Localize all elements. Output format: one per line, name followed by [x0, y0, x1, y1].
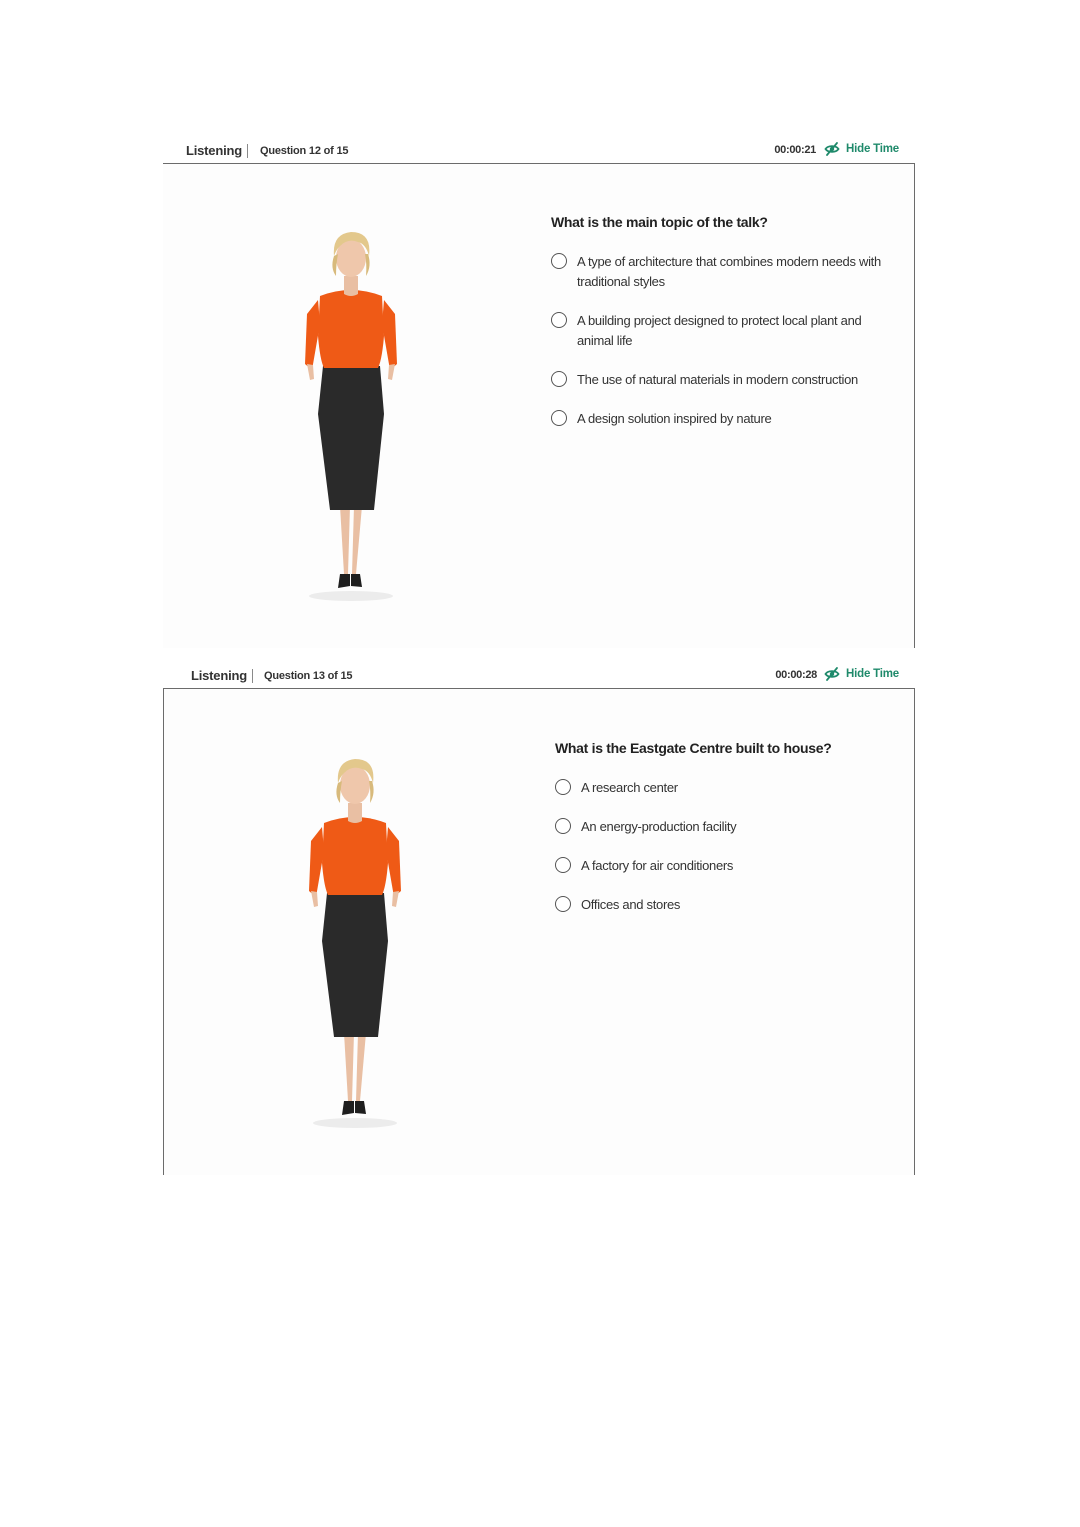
question-body — [163, 689, 915, 1175]
question-area — [551, 214, 896, 448]
question-body — [163, 164, 915, 648]
radio-button[interactable] — [555, 779, 571, 795]
answer-option-label: A research center — [581, 780, 678, 795]
answer-option-label: A type of architecture that combines modern needs with traditional styles — [577, 254, 881, 289]
answer-option-c[interactable] — [551, 370, 896, 390]
timer: 00:00:21 — [774, 144, 816, 156]
test-header — [163, 663, 915, 689]
hide-time-button[interactable] — [824, 141, 899, 157]
test-header — [163, 138, 915, 164]
question-text: What is the Eastgate Centre built to house? — [555, 740, 832, 756]
timer: 00:00:28 — [775, 669, 817, 681]
answer-option-a[interactable] — [555, 778, 900, 798]
question-counter: Question 12 of 15 — [260, 145, 349, 157]
answer-option-b[interactable] — [551, 311, 896, 351]
header-divider — [252, 669, 253, 683]
answer-option-d[interactable] — [555, 895, 900, 915]
header-divider — [247, 144, 248, 158]
speaker-illustration — [300, 751, 410, 1131]
eye-slash-icon — [824, 666, 840, 682]
radio-button[interactable] — [555, 857, 571, 873]
radio-button[interactable] — [551, 253, 567, 269]
radio-button[interactable] — [555, 896, 571, 912]
answer-option-label: A building project designed to protect local plant and animal life — [577, 313, 862, 348]
radio-button[interactable] — [555, 818, 571, 834]
section-label: Listening — [191, 668, 247, 683]
hide-time-label: Hide Time — [846, 668, 899, 680]
question-screen-13 — [163, 663, 915, 1175]
hide-time-button[interactable] — [824, 666, 899, 682]
radio-button[interactable] — [551, 371, 567, 387]
question-area — [555, 740, 900, 934]
answer-option-label: Offices and stores — [581, 897, 681, 912]
speaker-illustration — [296, 224, 406, 604]
question-counter: Question 13 of 15 — [264, 670, 353, 682]
question-screen-12 — [163, 138, 915, 648]
answer-option-label: An energy-production facility — [581, 819, 737, 834]
radio-button[interactable] — [551, 312, 567, 328]
answer-option-a[interactable] — [551, 252, 896, 292]
question-text: What is the main topic of the talk? — [551, 214, 768, 230]
answer-option-label: A factory for air conditioners — [581, 858, 734, 873]
answer-option-label: The use of natural materials in modern construction — [577, 372, 858, 387]
section-label: Listening — [186, 143, 242, 158]
radio-button[interactable] — [551, 410, 567, 426]
answer-option-c[interactable] — [555, 856, 900, 876]
eye-slash-icon — [824, 141, 840, 157]
answer-option-b[interactable] — [555, 817, 900, 837]
answer-option-label: A design solution inspired by nature — [577, 411, 772, 426]
answer-option-d[interactable] — [551, 409, 896, 429]
hide-time-label: Hide Time — [846, 143, 899, 155]
